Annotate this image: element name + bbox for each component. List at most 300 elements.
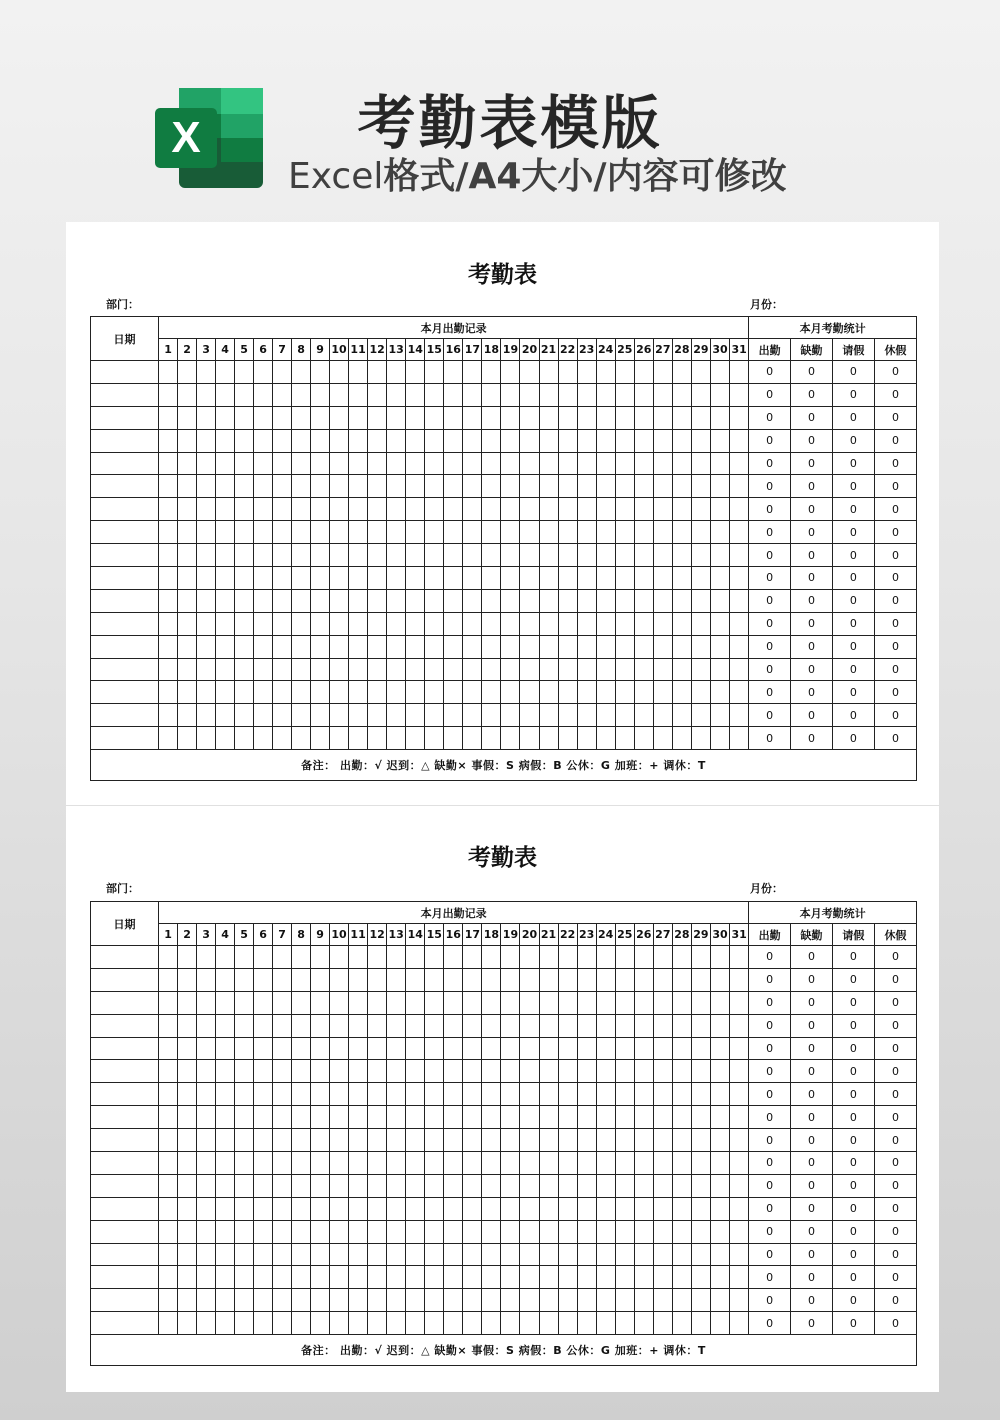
stat-cell[interactable]: 0 <box>874 946 916 969</box>
attendance-cell[interactable] <box>520 498 539 521</box>
attendance-cell[interactable] <box>615 1129 634 1152</box>
date-cell[interactable] <box>91 1243 159 1266</box>
attendance-cell[interactable] <box>216 635 235 658</box>
attendance-cell[interactable] <box>482 681 501 704</box>
attendance-cell[interactable] <box>273 521 292 544</box>
attendance-cell[interactable] <box>178 681 197 704</box>
attendance-cell[interactable] <box>520 452 539 475</box>
attendance-cell[interactable] <box>501 521 520 544</box>
attendance-cell[interactable] <box>368 704 387 727</box>
attendance-cell[interactable] <box>159 521 178 544</box>
attendance-cell[interactable] <box>235 1152 254 1175</box>
attendance-cell[interactable] <box>216 1197 235 1220</box>
stat-cell[interactable]: 0 <box>874 589 916 612</box>
attendance-cell[interactable] <box>501 968 520 991</box>
attendance-cell[interactable] <box>558 589 577 612</box>
attendance-cell[interactable] <box>730 452 749 475</box>
attendance-cell[interactable] <box>710 589 729 612</box>
attendance-cell[interactable] <box>235 1037 254 1060</box>
attendance-cell[interactable] <box>216 658 235 681</box>
attendance-cell[interactable] <box>235 681 254 704</box>
stat-cell[interactable]: 0 <box>874 1106 916 1129</box>
attendance-cell[interactable] <box>634 1220 653 1243</box>
attendance-cell[interactable] <box>730 521 749 544</box>
attendance-cell[interactable] <box>634 968 653 991</box>
date-cell[interactable] <box>91 1014 159 1037</box>
stat-cell[interactable]: 0 <box>832 968 874 991</box>
attendance-cell[interactable] <box>558 361 577 384</box>
attendance-cell[interactable] <box>159 1312 178 1335</box>
attendance-cell[interactable] <box>463 383 482 406</box>
stat-cell[interactable]: 0 <box>832 361 874 384</box>
attendance-cell[interactable] <box>596 452 615 475</box>
attendance-cell[interactable] <box>672 1129 691 1152</box>
attendance-cell[interactable] <box>159 1243 178 1266</box>
attendance-cell[interactable] <box>710 1014 729 1037</box>
attendance-cell[interactable] <box>159 589 178 612</box>
attendance-cell[interactable] <box>501 1014 520 1037</box>
attendance-cell[interactable] <box>406 1174 425 1197</box>
attendance-cell[interactable] <box>349 452 368 475</box>
attendance-cell[interactable] <box>653 361 672 384</box>
attendance-cell[interactable] <box>216 1289 235 1312</box>
attendance-cell[interactable] <box>596 704 615 727</box>
attendance-cell[interactable] <box>539 383 558 406</box>
stat-cell[interactable]: 0 <box>832 429 874 452</box>
stat-cell[interactable]: 0 <box>749 727 791 750</box>
attendance-cell[interactable] <box>197 727 216 750</box>
attendance-cell[interactable] <box>406 1197 425 1220</box>
attendance-cell[interactable] <box>197 429 216 452</box>
attendance-cell[interactable] <box>672 1106 691 1129</box>
attendance-cell[interactable] <box>178 452 197 475</box>
attendance-cell[interactable] <box>197 1174 216 1197</box>
attendance-cell[interactable] <box>539 727 558 750</box>
attendance-cell[interactable] <box>558 1037 577 1060</box>
attendance-cell[interactable] <box>577 968 596 991</box>
stat-cell[interactable]: 0 <box>874 544 916 567</box>
stat-cell[interactable]: 0 <box>832 1060 874 1083</box>
attendance-cell[interactable] <box>615 1312 634 1335</box>
attendance-cell[interactable] <box>710 406 729 429</box>
attendance-cell[interactable] <box>653 544 672 567</box>
attendance-cell[interactable] <box>292 704 311 727</box>
attendance-cell[interactable] <box>539 1129 558 1152</box>
attendance-cell[interactable] <box>216 1037 235 1060</box>
attendance-cell[interactable] <box>216 991 235 1014</box>
attendance-cell[interactable] <box>691 1152 710 1175</box>
attendance-cell[interactable] <box>425 1014 444 1037</box>
attendance-cell[interactable] <box>539 475 558 498</box>
attendance-cell[interactable] <box>425 1243 444 1266</box>
attendance-cell[interactable] <box>330 1129 349 1152</box>
attendance-cell[interactable] <box>368 452 387 475</box>
attendance-cell[interactable] <box>330 521 349 544</box>
attendance-cell[interactable] <box>254 612 273 635</box>
stat-cell[interactable]: 0 <box>749 1243 791 1266</box>
attendance-cell[interactable] <box>596 991 615 1014</box>
attendance-cell[interactable] <box>178 612 197 635</box>
attendance-cell[interactable] <box>330 1014 349 1037</box>
attendance-cell[interactable] <box>596 1152 615 1175</box>
attendance-cell[interactable] <box>577 521 596 544</box>
attendance-cell[interactable] <box>254 1083 273 1106</box>
attendance-cell[interactable] <box>672 658 691 681</box>
attendance-cell[interactable] <box>368 567 387 590</box>
attendance-cell[interactable] <box>254 498 273 521</box>
attendance-cell[interactable] <box>501 704 520 727</box>
stat-cell[interactable]: 0 <box>749 991 791 1014</box>
attendance-cell[interactable] <box>349 429 368 452</box>
attendance-cell[interactable] <box>311 1129 330 1152</box>
attendance-cell[interactable] <box>254 1174 273 1197</box>
attendance-cell[interactable] <box>273 946 292 969</box>
stat-cell[interactable]: 0 <box>832 544 874 567</box>
attendance-cell[interactable] <box>710 1243 729 1266</box>
attendance-cell[interactable] <box>254 991 273 1014</box>
attendance-cell[interactable] <box>653 1083 672 1106</box>
attendance-cell[interactable] <box>406 727 425 750</box>
attendance-cell[interactable] <box>311 1152 330 1175</box>
attendance-cell[interactable] <box>387 589 406 612</box>
stat-cell[interactable]: 0 <box>832 612 874 635</box>
attendance-cell[interactable] <box>425 475 444 498</box>
stat-cell[interactable]: 0 <box>791 589 833 612</box>
attendance-cell[interactable] <box>615 635 634 658</box>
attendance-cell[interactable] <box>311 1220 330 1243</box>
attendance-cell[interactable] <box>691 1014 710 1037</box>
attendance-cell[interactable] <box>577 1014 596 1037</box>
attendance-cell[interactable] <box>691 1266 710 1289</box>
attendance-cell[interactable] <box>368 1152 387 1175</box>
attendance-cell[interactable] <box>273 968 292 991</box>
attendance-cell[interactable] <box>615 567 634 590</box>
attendance-cell[interactable] <box>159 567 178 590</box>
attendance-cell[interactable] <box>653 406 672 429</box>
attendance-cell[interactable] <box>330 567 349 590</box>
attendance-cell[interactable] <box>387 498 406 521</box>
attendance-cell[interactable] <box>539 681 558 704</box>
attendance-cell[interactable] <box>691 361 710 384</box>
attendance-cell[interactable] <box>482 612 501 635</box>
attendance-cell[interactable] <box>387 635 406 658</box>
stat-cell[interactable]: 0 <box>749 361 791 384</box>
attendance-cell[interactable] <box>159 704 178 727</box>
attendance-cell[interactable] <box>710 361 729 384</box>
attendance-cell[interactable] <box>292 1266 311 1289</box>
attendance-cell[interactable] <box>730 406 749 429</box>
stat-cell[interactable]: 0 <box>832 498 874 521</box>
stat-cell[interactable]: 0 <box>832 1197 874 1220</box>
attendance-cell[interactable] <box>311 361 330 384</box>
attendance-cell[interactable] <box>311 635 330 658</box>
attendance-cell[interactable] <box>368 475 387 498</box>
stat-cell[interactable]: 0 <box>791 521 833 544</box>
attendance-cell[interactable] <box>463 612 482 635</box>
stat-cell[interactable]: 0 <box>791 1129 833 1152</box>
attendance-cell[interactable] <box>672 991 691 1014</box>
attendance-cell[interactable] <box>501 727 520 750</box>
stat-cell[interactable]: 0 <box>874 1197 916 1220</box>
stat-cell[interactable]: 0 <box>874 1152 916 1175</box>
attendance-cell[interactable] <box>634 544 653 567</box>
attendance-cell[interactable] <box>730 383 749 406</box>
attendance-cell[interactable] <box>672 544 691 567</box>
attendance-cell[interactable] <box>558 1289 577 1312</box>
attendance-cell[interactable] <box>558 991 577 1014</box>
attendance-cell[interactable] <box>406 612 425 635</box>
attendance-cell[interactable] <box>482 521 501 544</box>
attendance-cell[interactable] <box>539 658 558 681</box>
attendance-cell[interactable] <box>634 1129 653 1152</box>
attendance-cell[interactable] <box>159 1220 178 1243</box>
attendance-cell[interactable] <box>558 1106 577 1129</box>
stat-cell[interactable]: 0 <box>791 681 833 704</box>
attendance-cell[interactable] <box>406 1129 425 1152</box>
attendance-cell[interactable] <box>463 1129 482 1152</box>
attendance-cell[interactable] <box>273 991 292 1014</box>
attendance-cell[interactable] <box>653 1289 672 1312</box>
attendance-cell[interactable] <box>197 1289 216 1312</box>
attendance-cell[interactable] <box>178 946 197 969</box>
attendance-cell[interactable] <box>311 567 330 590</box>
attendance-cell[interactable] <box>254 452 273 475</box>
attendance-cell[interactable] <box>596 429 615 452</box>
attendance-cell[interactable] <box>691 1037 710 1060</box>
stat-cell[interactable]: 0 <box>791 1289 833 1312</box>
attendance-cell[interactable] <box>710 681 729 704</box>
attendance-cell[interactable] <box>577 1106 596 1129</box>
attendance-cell[interactable] <box>539 1060 558 1083</box>
attendance-cell[interactable] <box>330 1220 349 1243</box>
attendance-cell[interactable] <box>463 1220 482 1243</box>
attendance-cell[interactable] <box>615 1152 634 1175</box>
attendance-cell[interactable] <box>254 1014 273 1037</box>
stat-cell[interactable]: 0 <box>832 1289 874 1312</box>
attendance-cell[interactable] <box>710 475 729 498</box>
attendance-cell[interactable] <box>178 1174 197 1197</box>
attendance-cell[interactable] <box>311 1174 330 1197</box>
date-cell[interactable] <box>91 681 159 704</box>
attendance-cell[interactable] <box>178 1266 197 1289</box>
attendance-cell[interactable] <box>672 1060 691 1083</box>
attendance-cell[interactable] <box>425 681 444 704</box>
attendance-cell[interactable] <box>691 612 710 635</box>
attendance-cell[interactable] <box>463 727 482 750</box>
attendance-cell[interactable] <box>691 727 710 750</box>
attendance-cell[interactable] <box>482 429 501 452</box>
stat-cell[interactable]: 0 <box>832 567 874 590</box>
attendance-cell[interactable] <box>235 1197 254 1220</box>
attendance-cell[interactable] <box>520 612 539 635</box>
date-cell[interactable] <box>91 1312 159 1335</box>
attendance-cell[interactable] <box>292 1060 311 1083</box>
attendance-cell[interactable] <box>634 521 653 544</box>
attendance-cell[interactable] <box>406 452 425 475</box>
attendance-cell[interactable] <box>577 727 596 750</box>
attendance-cell[interactable] <box>634 1266 653 1289</box>
attendance-cell[interactable] <box>615 658 634 681</box>
attendance-cell[interactable] <box>425 727 444 750</box>
attendance-cell[interactable] <box>444 612 463 635</box>
attendance-cell[interactable] <box>292 1152 311 1175</box>
attendance-cell[interactable] <box>558 567 577 590</box>
attendance-cell[interactable] <box>387 544 406 567</box>
attendance-cell[interactable] <box>178 1312 197 1335</box>
attendance-cell[interactable] <box>577 658 596 681</box>
attendance-cell[interactable] <box>501 429 520 452</box>
attendance-cell[interactable] <box>482 1014 501 1037</box>
stat-cell[interactable]: 0 <box>874 991 916 1014</box>
attendance-cell[interactable] <box>235 1014 254 1037</box>
attendance-cell[interactable] <box>577 1266 596 1289</box>
attendance-cell[interactable] <box>387 1289 406 1312</box>
attendance-cell[interactable] <box>178 1152 197 1175</box>
attendance-cell[interactable] <box>710 968 729 991</box>
attendance-cell[interactable] <box>558 452 577 475</box>
attendance-cell[interactable] <box>330 704 349 727</box>
attendance-cell[interactable] <box>178 544 197 567</box>
attendance-cell[interactable] <box>596 1197 615 1220</box>
attendance-cell[interactable] <box>672 429 691 452</box>
attendance-cell[interactable] <box>444 429 463 452</box>
attendance-cell[interactable] <box>653 658 672 681</box>
stat-cell[interactable]: 0 <box>791 452 833 475</box>
attendance-cell[interactable] <box>273 612 292 635</box>
attendance-cell[interactable] <box>216 589 235 612</box>
attendance-cell[interactable] <box>577 406 596 429</box>
attendance-cell[interactable] <box>558 1014 577 1037</box>
stat-cell[interactable]: 0 <box>832 681 874 704</box>
attendance-cell[interactable] <box>254 968 273 991</box>
attendance-cell[interactable] <box>387 991 406 1014</box>
attendance-cell[interactable] <box>254 704 273 727</box>
attendance-cell[interactable] <box>653 1060 672 1083</box>
attendance-cell[interactable] <box>311 498 330 521</box>
stat-cell[interactable]: 0 <box>749 968 791 991</box>
attendance-cell[interactable] <box>387 1129 406 1152</box>
attendance-cell[interactable] <box>444 704 463 727</box>
attendance-cell[interactable] <box>596 361 615 384</box>
attendance-cell[interactable] <box>311 991 330 1014</box>
attendance-cell[interactable] <box>197 612 216 635</box>
stat-cell[interactable]: 0 <box>749 1197 791 1220</box>
attendance-cell[interactable] <box>330 635 349 658</box>
date-cell[interactable] <box>91 1060 159 1083</box>
attendance-cell[interactable] <box>178 968 197 991</box>
attendance-cell[interactable] <box>273 452 292 475</box>
stat-cell[interactable]: 0 <box>791 991 833 1014</box>
attendance-cell[interactable] <box>178 361 197 384</box>
attendance-cell[interactable] <box>406 1014 425 1037</box>
attendance-cell[interactable] <box>178 1220 197 1243</box>
attendance-cell[interactable] <box>615 946 634 969</box>
attendance-cell[interactable] <box>197 589 216 612</box>
attendance-cell[interactable] <box>368 361 387 384</box>
attendance-cell[interactable] <box>292 1312 311 1335</box>
attendance-cell[interactable] <box>159 452 178 475</box>
attendance-cell[interactable] <box>615 1266 634 1289</box>
stat-cell[interactable]: 0 <box>749 544 791 567</box>
attendance-cell[interactable] <box>539 1266 558 1289</box>
attendance-cell[interactable] <box>615 1083 634 1106</box>
attendance-cell[interactable] <box>216 1312 235 1335</box>
attendance-cell[interactable] <box>577 452 596 475</box>
attendance-cell[interactable] <box>330 1197 349 1220</box>
attendance-cell[interactable] <box>311 704 330 727</box>
attendance-cell[interactable] <box>216 1174 235 1197</box>
attendance-cell[interactable] <box>672 589 691 612</box>
attendance-cell[interactable] <box>653 521 672 544</box>
attendance-cell[interactable] <box>425 406 444 429</box>
attendance-cell[interactable] <box>691 968 710 991</box>
attendance-cell[interactable] <box>558 498 577 521</box>
attendance-cell[interactable] <box>330 1266 349 1289</box>
attendance-cell[interactable] <box>520 658 539 681</box>
attendance-cell[interactable] <box>425 704 444 727</box>
attendance-cell[interactable] <box>520 1197 539 1220</box>
attendance-cell[interactable] <box>235 567 254 590</box>
attendance-cell[interactable] <box>387 1174 406 1197</box>
attendance-cell[interactable] <box>235 521 254 544</box>
attendance-cell[interactable] <box>387 567 406 590</box>
attendance-cell[interactable] <box>311 589 330 612</box>
attendance-cell[interactable] <box>254 406 273 429</box>
attendance-cell[interactable] <box>730 1220 749 1243</box>
attendance-cell[interactable] <box>425 612 444 635</box>
stat-cell[interactable]: 0 <box>749 704 791 727</box>
attendance-cell[interactable] <box>463 589 482 612</box>
attendance-cell[interactable] <box>273 1243 292 1266</box>
attendance-cell[interactable] <box>311 612 330 635</box>
stat-cell[interactable]: 0 <box>791 968 833 991</box>
attendance-cell[interactable] <box>520 1220 539 1243</box>
attendance-cell[interactable] <box>672 1014 691 1037</box>
stat-cell[interactable]: 0 <box>832 452 874 475</box>
attendance-cell[interactable] <box>349 968 368 991</box>
attendance-cell[interactable] <box>577 589 596 612</box>
attendance-cell[interactable] <box>463 521 482 544</box>
attendance-cell[interactable] <box>596 544 615 567</box>
attendance-cell[interactable] <box>273 567 292 590</box>
attendance-cell[interactable] <box>387 1083 406 1106</box>
attendance-cell[interactable] <box>330 1106 349 1129</box>
attendance-cell[interactable] <box>672 1083 691 1106</box>
attendance-cell[interactable] <box>577 1152 596 1175</box>
attendance-cell[interactable] <box>368 991 387 1014</box>
attendance-cell[interactable] <box>292 589 311 612</box>
attendance-cell[interactable] <box>539 968 558 991</box>
attendance-cell[interactable] <box>615 1060 634 1083</box>
attendance-cell[interactable] <box>539 406 558 429</box>
attendance-cell[interactable] <box>463 1243 482 1266</box>
attendance-cell[interactable] <box>406 658 425 681</box>
attendance-cell[interactable] <box>216 1014 235 1037</box>
attendance-cell[interactable] <box>444 567 463 590</box>
attendance-cell[interactable] <box>577 1083 596 1106</box>
stat-cell[interactable]: 0 <box>832 475 874 498</box>
attendance-cell[interactable] <box>501 1197 520 1220</box>
attendance-cell[interactable] <box>178 567 197 590</box>
attendance-cell[interactable] <box>311 1266 330 1289</box>
attendance-cell[interactable] <box>216 521 235 544</box>
attendance-cell[interactable] <box>178 1243 197 1266</box>
attendance-cell[interactable] <box>691 521 710 544</box>
attendance-cell[interactable] <box>216 383 235 406</box>
attendance-cell[interactable] <box>672 727 691 750</box>
attendance-cell[interactable] <box>463 1289 482 1312</box>
attendance-cell[interactable] <box>292 1243 311 1266</box>
